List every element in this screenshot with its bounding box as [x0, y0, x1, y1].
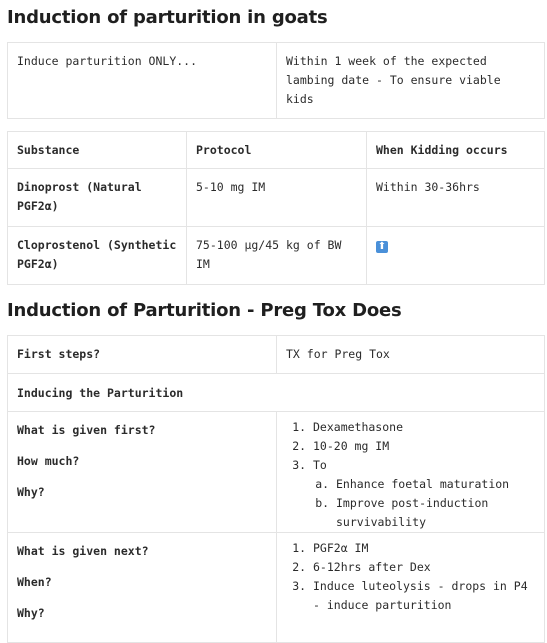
preg-tox-table — [7, 335, 545, 643]
section-title-goats: Induction of parturition in goats — [7, 7, 328, 28]
first-steps-value: TX for Preg Tox — [277, 336, 545, 374]
sub-list-item: a. Enhance foetal maturation — [336, 475, 535, 494]
section-title-preg-tox: Induction of Parturition - Preg Tox Does — [7, 300, 402, 321]
question: What is given first? — [17, 423, 156, 437]
table-row — [8, 169, 545, 227]
up-arrow-icon: ⬆ — [377, 241, 387, 252]
sub-list-item: b. Improve post-induction survivability — [336, 494, 535, 532]
header-substance: Substance — [8, 132, 187, 169]
note-label: Induce parturition ONLY... — [8, 43, 277, 119]
cell-protocol: 5-10 mg IM — [187, 169, 367, 227]
list-item-text: To — [313, 458, 327, 472]
table-row — [8, 336, 545, 374]
list-item — [313, 456, 535, 532]
cell-when — [367, 227, 545, 285]
list-item: 3. Induce luteolysis - drops in P4 - induce parturition — [313, 577, 535, 615]
table-row — [8, 412, 545, 533]
table-row — [8, 374, 545, 412]
block1-questions — [8, 412, 277, 533]
block1-answers — [277, 412, 545, 533]
list-item: 2. 6-12hrs after Dex — [313, 558, 535, 577]
cell-substance: Cloprostenol (Synthetic PGF2α) — [8, 227, 187, 285]
table-row — [8, 227, 545, 285]
list-item: 1. PGF2α IM — [313, 539, 535, 558]
question: How much? — [17, 454, 80, 468]
question: When? — [17, 575, 52, 589]
cell-protocol: 75-100 μg/45 kg of BW IM — [187, 227, 367, 285]
block2-answers — [277, 533, 545, 643]
question: Why? — [17, 485, 45, 499]
list-item: 1. Dexamethasone — [313, 418, 535, 437]
header-when-kidding: When Kidding occurs — [367, 132, 545, 169]
question: Why? — [17, 606, 45, 620]
cell-when: Within 30-36hrs — [367, 169, 545, 227]
table-row — [8, 43, 545, 119]
list-item: 2. 10-20 mg IM — [313, 437, 535, 456]
note-text: Within 1 week of the expected lambing date - To ensure viable kids — [277, 43, 545, 119]
inducing-subheader: Inducing the Parturition — [8, 374, 545, 412]
table-header-row — [8, 132, 545, 169]
cell-substance: Dinoprost (Natural PGF2α) — [8, 169, 187, 227]
question: What is given next? — [17, 544, 149, 558]
header-protocol: Protocol — [187, 132, 367, 169]
first-steps-label: First steps? — [8, 336, 277, 374]
block2-questions — [8, 533, 277, 643]
substance-table — [7, 131, 545, 285]
induction-note-table — [7, 42, 545, 119]
table-row — [8, 533, 545, 643]
